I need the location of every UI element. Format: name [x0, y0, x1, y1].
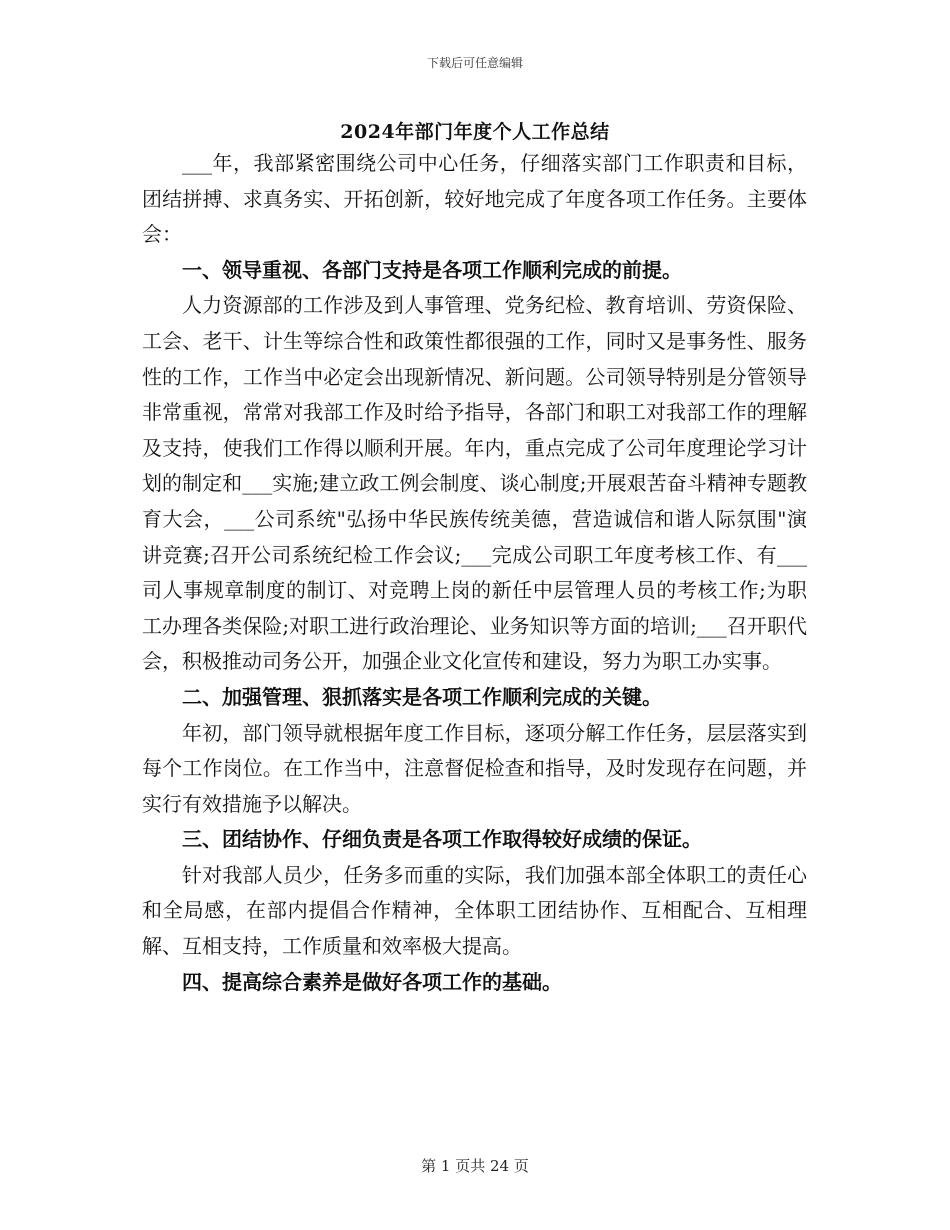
section-heading-1: 一、领导重视、各部门支持是各项工作顺利完成的前提。	[182, 257, 682, 282]
document-title: 2024年部门年度个人工作总结	[340, 121, 610, 143]
section-3-paragraph: 针对我部人员少，任务多而重的实际，我们加强本部全体职工的责任心和全局感，在部内提倡合作精神，全体职工团结协作、互相配合、互相理解、互相支持，工作质量和效率极大提高。	[142, 862, 807, 959]
section-2-paragraph: 年初，部门领导就根据年度工作目标，逐项分解工作任务，层层落实到每个工作岗位。在工作当中，注意督促检查和指导，及时发现存在问题，并实行有效措施予以解决。	[142, 720, 807, 816]
header-note: 下载后可任意编辑	[426, 56, 523, 70]
document-body	[142, 146, 807, 1000]
section-heading-2: 二、加强管理、狠抓落实是各项工作顺利完成的关键。	[182, 684, 662, 709]
section-1-paragraph: 人力资源部的工作涉及到人事管理、党务纪检、教育培训、劳资保险、工会、老干、计生等综合性和政策性都很强的工作，同时又是事务性、服务性的工作，工作当中必定会出现新情况、新问题。公司领导特别是分管领导非常重视，常常对我部工作及时给予指导，各部门和职工对我部工作的理解及支持，使我们工作得以顺利开展。年内，重点完成了公司年度理论学习计划的制定和___实施;建立政工例会制度、谈心制度;开展艰苦奋斗精神专题教育大会，___公司系统"弘扬中华民族传统美德，营造诚信和谐人际氛围"演讲竞赛;召开公司系统纪检工作会议;___完成公司职工年度考核工作、有___司人事规章制度的制订、对竞聘上岗的新任中层管理人员的考核工作;为职工办理各类保险;对职工进行政治理论、业务知识等方面的培训;___召开职代会，积极推动司务公开，加强企业文化宣传和建设，努力为职工办实事。	[142, 293, 807, 674]
section-heading-3: 三、团结协作、仔细负责是各项工作取得较好成绩的保证。	[182, 827, 702, 852]
section-heading-4: 四、提高综合素养是做好各项工作的基础。	[182, 969, 562, 994]
page-footer: 第 1 页共 24 页	[421, 1157, 529, 1175]
intro-paragraph: ___年，我部紧密围绕公司中心任务，仔细落实部门工作职责和目标，团结拼搏、求真务实、开拓创新，较好地完成了年度各项工作任务。主要体会：	[142, 151, 807, 247]
